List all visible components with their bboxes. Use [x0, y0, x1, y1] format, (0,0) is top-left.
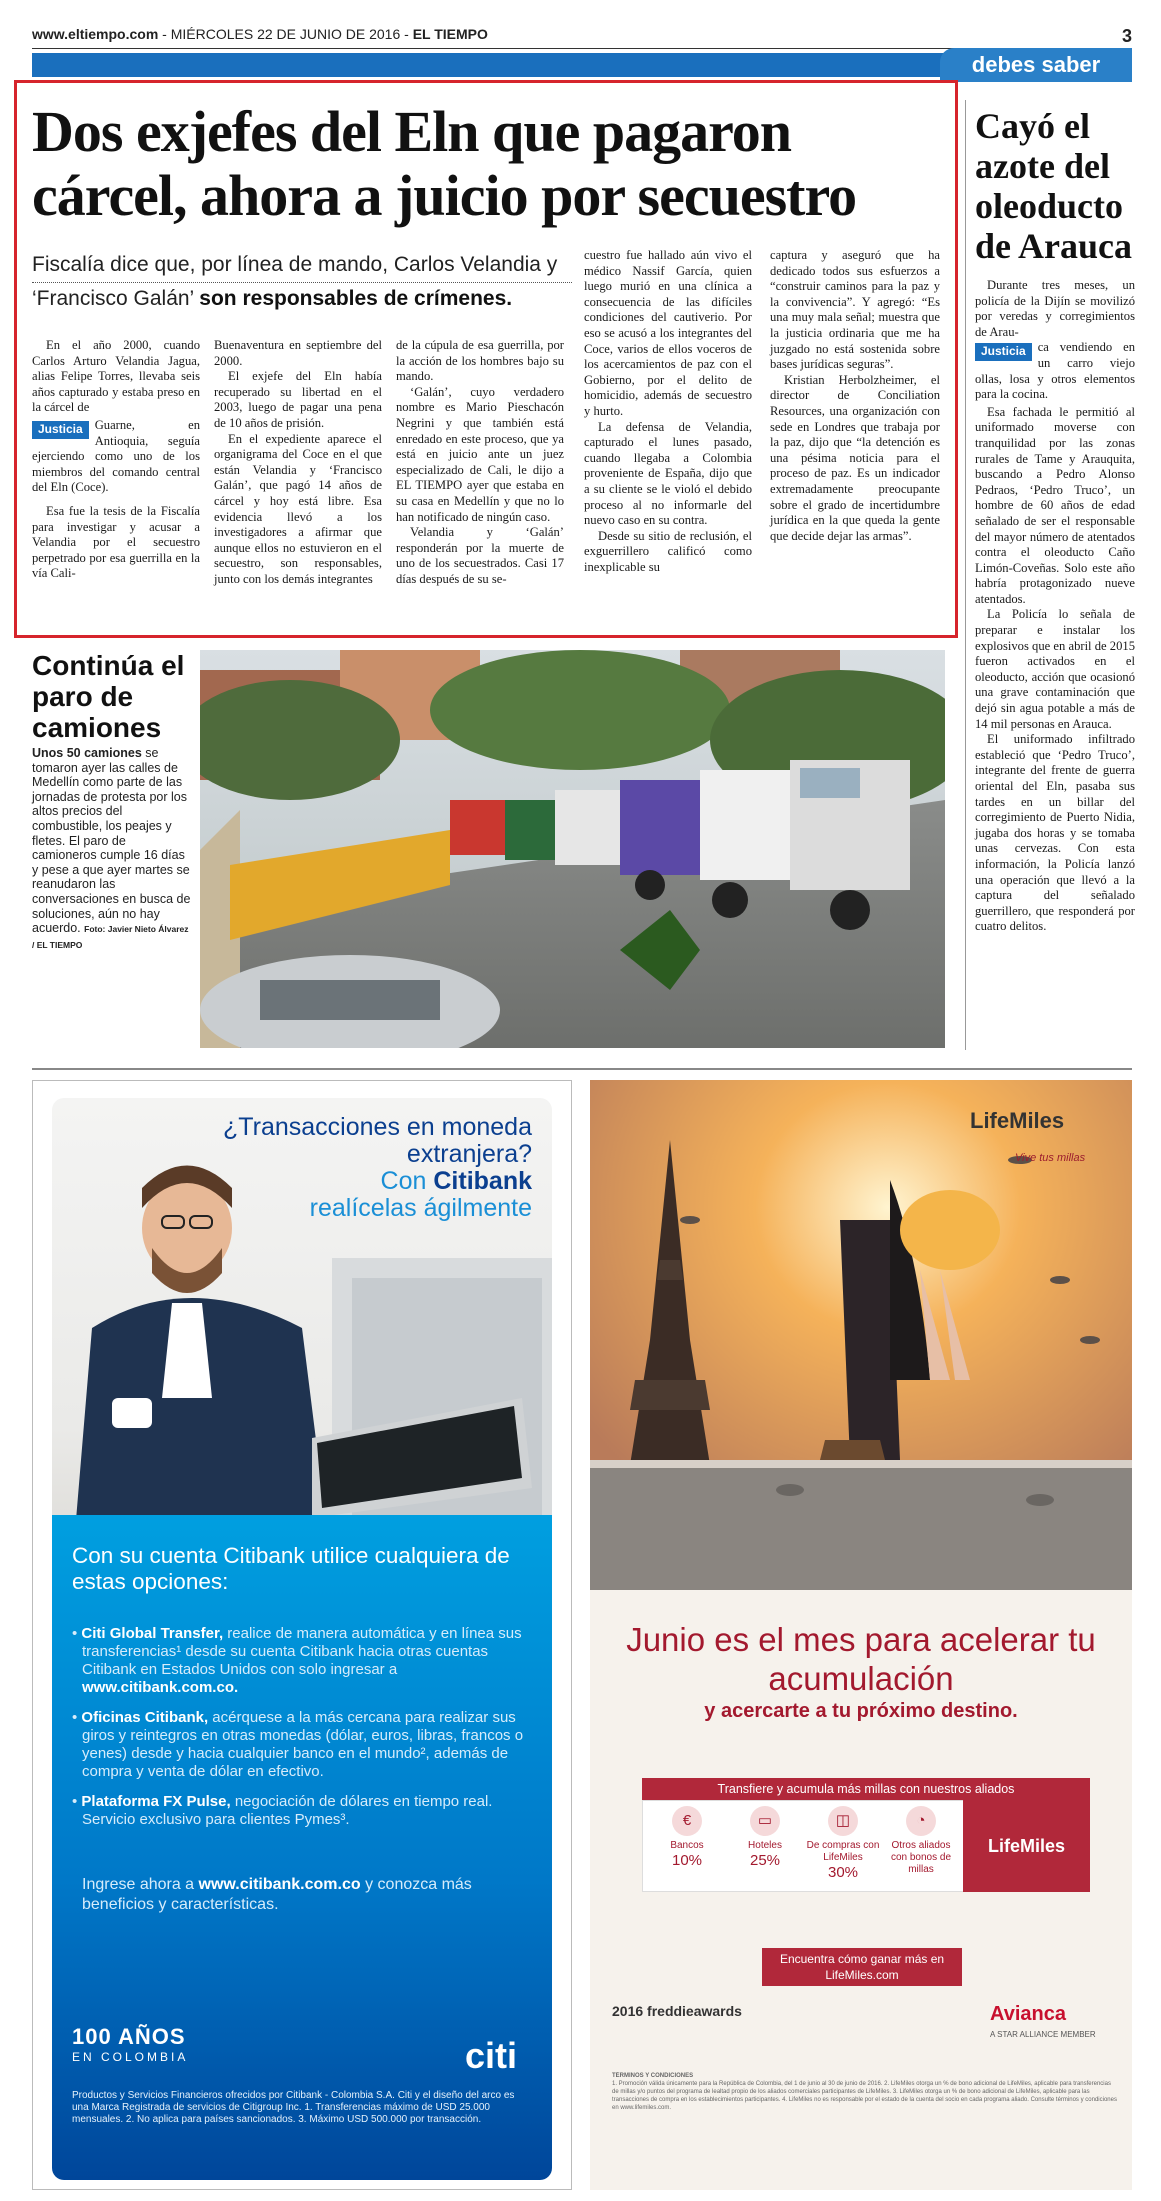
partner-others — [884, 1806, 958, 1876]
anniversary-country: EN COLOMBIA — [72, 2050, 189, 2064]
main-headline: Dos exjefes del Eln que pagaron cárcel, ahora a juicio por secuestro — [32, 99, 857, 228]
shopping-bag-icon: ◫ — [828, 1806, 858, 1836]
freddie-name: freddieawards — [647, 2003, 742, 2019]
option-title: Plataforma FX Pulse, — [81, 1793, 231, 1810]
partner-hotels — [728, 1806, 802, 1867]
lifemiles-partners-banner: Transfiere y acumula más millas con nuestros aliados — [642, 1778, 1090, 1800]
article-paragraph — [32, 338, 200, 416]
partner-percent: 25% — [749, 1852, 781, 1869]
lifemiles-card-logo: LifeMiles — [963, 1800, 1090, 1892]
citi-logo: citi — [465, 2035, 518, 2076]
citibank-tagline — [170, 1168, 532, 1222]
lifemiles-subhead: y acercarte a tu próximo destino. — [704, 1700, 1018, 1722]
partner-percent: 30% — [827, 1864, 859, 1881]
citibank-cta — [82, 1875, 532, 1915]
article-column-3 — [396, 338, 564, 588]
article-paragraph: de la cúpula de esa guerrilla, por la acción de los hombres bajo su mando. — [396, 338, 564, 384]
lifemiles-cta-button[interactable]: Encuentra cómo ganar más en LifeMiles.com — [762, 1948, 962, 1986]
article-paragraph: Buenaventura en septiembre del 2000. — [214, 338, 382, 368]
citibank-ad-body — [52, 1515, 552, 2180]
article-text: ca vendiendo en un carro viejo ollas, losa y otros elementos para la cocina. — [975, 340, 1135, 402]
cta-link[interactable]: www.citibank.com.co — [198, 1876, 361, 1893]
newspaper-name: EL TIEMPO — [412, 26, 488, 42]
column-rule — [965, 100, 966, 1050]
partner-label: Hoteles — [748, 1840, 782, 1851]
article-text: En el año 2000, cuando Carlos Arturo Velandia Jagua, alias Felipe Torres, llevaba seis años capturado y estaba preso en la cárcel de — [32, 338, 200, 415]
article-paragraph: Velandia y ‘Galán’ responderán por la muerte de uno de los secuestrados. Casi 17 días después de su se- — [396, 525, 564, 586]
partner-percent: 10% — [671, 1852, 703, 1869]
site-url[interactable]: www.eltiempo.com — [32, 26, 159, 42]
side-headline: Cayó el azote del oleoducto de Arauca — [975, 106, 1132, 266]
section-divider — [32, 1068, 1132, 1070]
lifemiles-terms — [612, 2072, 1117, 2180]
citibank-option: • Plataforma FX Pulse, negociación de dólares en tiempo real. Servicio exclusivo para clientes Pymes³. — [72, 1793, 493, 1828]
partner-label: De compras con LifeMiles — [806, 1840, 880, 1863]
citibank-options — [72, 1625, 537, 1841]
car-icon: ◔ — [906, 1806, 936, 1836]
avianca-logo: Avianca — [990, 2003, 1066, 2025]
article-column-2 — [214, 338, 382, 588]
dateline: MIÉRCOLES 22 DE JUNIO DE 2016 — [170, 26, 401, 42]
article-paragraph: El uniformado infiltrado estableció que ‘Pedro Truco’, integrante del frente de guerra oriental del Eln, pasaba sus tardes en un billar del corregimiento de Puerto Nidia, jugaba dos horas y se tomaba unas cervezas. Con esta información, la Policía lanzó una operación que llevó a la captura del señalado guerrillero, que responderá por cuatro delitos. — [975, 732, 1135, 934]
article-paragraph: El exjefe del Eln había recuperado su libertad en el 2003, luego de pagar una pena de 10 años de prisión. — [214, 369, 382, 430]
article-paragraph: La Policía lo señala de preparar e instalar los explosivos que en abril de 2015 fueron activados en el oleoducto, acción que ocasionó una grave contaminación que dejó sin agua potable a más de 14 mil personas en Arauca. — [975, 607, 1135, 731]
article-paragraph: cuestro fue hallado aún vivo el médico Nassif García, quien luego murió en una clínica a consecuencia de las difíciles condiciones del cautiverio. Por eso se acusó a los integrantes del Coce, varios de ellos voceros de los acercamientos de paz con el Gobierno, por el delito de homicidio, además de secuestro y hurto. — [584, 248, 752, 418]
article-paragraph: Esa fue la tesis de la Fiscalía para investigar y acusar a Velandia por el secuestro perpetrado por esa guerrilla en la vía Cali- — [32, 503, 200, 581]
article-paragraph: captura y aseguró que ha dedicado todos sus esfuerzos a “construir caminos para la paz y la convivencia”. Y agregó: “Es una muy mala señal; muestra que la justicia ordinaria que me ha juzgado no está sostenida sobre bases jurídicas seguras”. — [770, 248, 940, 372]
cta-text: y conozca más beneficios y características. — [82, 1876, 472, 1913]
bank-icon: € — [672, 1806, 702, 1836]
caption-text: se tomaron ayer las calles de Medellín como parte de las jornadas de protesta por los altos precios del combustible, los peajes y fletes. El paro de camioneros cumple 16 días y pese a que ayer martes se reanudaron las conversaciones en busca de soluciones, aún no hay acuerdo. — [32, 746, 191, 936]
header-separator: - — [404, 26, 413, 42]
photo-caption — [32, 746, 192, 952]
option-title: Citi Global Transfer, — [81, 1625, 224, 1642]
article-paragraph — [32, 418, 200, 496]
option-link[interactable]: www.citibank.com.co. — [82, 1679, 239, 1696]
citibank-con: Con — [380, 1167, 427, 1195]
citibank-legal: Productos y Servicios Financieros ofrecidos por Citibank - Colombia S.A. Citi y el diseño del arco es una Marca Registrada de servicios de Citigroup Inc. 1. Transferencias máximo de USD 25.000 mensuales. 2. No aplica para países sancionados. 3. Máximo USD 500.000 por transacción. — [72, 2090, 515, 2125]
truck-protest-photo — [200, 650, 945, 1048]
partner-shopping — [806, 1806, 880, 1879]
option-text: acérquese a la más cercana para realizar sus giros y reintegros en otras monedas (dólar, euros, libras, francos o yenes) desde y hacia cualquier banco en el mundo², además de compra y venta de dólar en efectivo. — [82, 1709, 524, 1780]
deck-bold-text: son responsables de crímenes. — [199, 287, 513, 310]
photo-credit: Foto: Javier Nieto Álvarez / EL TIEMPO — [32, 924, 189, 950]
article-paragraph: Durante tres meses, un policía de la Dijín se movilizó por veredas y corregimientos de Arau- — [975, 278, 1135, 339]
terms-text: 1. Promoción válida únicamente para la República de Colombia, del 1 de junio al 30 de junio de 2016. 2. LifeMiles otorga un % de bono adicional de LifeMiles, aplicable para transferencias de millas y/o puntos del programa de lealtad propio de los aliados comerciales participantes de LifeMiles. 3. LifeMiles otorga un % de bono adicional de LifeMiles, aplicable para las transacciones de compra en los establecimientos participantes. 4. LifeMiles no es responsable por el estado de la cuenta del socio en cada programa aliado. Consulte términos y condiciones en www.lifemiles.com. — [612, 2081, 1117, 2111]
partner-label: Bancos — [670, 1840, 704, 1851]
freddie-year: 2016 — [612, 2003, 644, 2019]
deck-rule — [32, 282, 572, 283]
caption-lead: Unos 50 camiones — [32, 746, 142, 760]
citibank-question: ¿Transacciones en moneda extranjera? — [223, 1113, 532, 1168]
lifemiles-slogan: Vive tus millas — [1015, 1152, 1086, 1164]
article-column-1 — [32, 338, 200, 582]
deck-text: Fiscalía dice que, por línea de mando, Carlos Velandia y ‘Francisco Galán’ — [32, 253, 558, 310]
article-paragraph: Esa fachada le permitió al uniformado moverse con tranquilidad por las zonas rurales de Tame y Arauquita, buscando a Pedro Alonso Pedraos, ‘Pedro Truco’, un hombre de 60 años de edad señalado de ser el responsable del mayor número de atentados contra el oleoducto Caño Limón-Coveñas. Solo este año habría protagonizado nueve atentados. — [975, 404, 1135, 606]
article-paragraph: Desde su sitio de reclusión, el exguerrillero calificó como inexplicable su — [584, 528, 752, 574]
citibank-heading: Con su cuenta Citibank utilice cualquiera de estas opciones: — [72, 1543, 510, 1594]
citibank-option: • Oficinas Citibank, acérquese a la más cercana para realizar sus giros y reintegros en otras monedas (dólar, euros, libras, francos o yenes) desde y hacia cualquier banco en el mundo², además de compra y venta de dólar en efectivo. — [72, 1709, 524, 1780]
article-paragraph: En el expediente aparece el organigrama del Coce en el que están Velandia y ‘Francisco Galán’, que pagó 14 años de cárcel y hoy está libre. Esa evidencia llevó a los investigadores a afirmar que aunque ellos no estuvieron en el secuestro, son responsables, junto con los demás integrantes — [214, 431, 382, 586]
article-text: Guarne, en Antioquia, seguía ejerciendo como uno de los miembros del comando central del Eln (Coce). — [32, 417, 200, 495]
section-tag: Justicia — [975, 343, 1032, 361]
photo-headline: Continúa el paro de camiones — [32, 650, 185, 743]
article-column-4 — [584, 248, 752, 575]
partner-banks — [650, 1806, 724, 1867]
freddie-awards-logo — [612, 2003, 742, 2019]
page-number: 3 — [1121, 26, 1132, 46]
anniversary-years: 100 AÑOS — [72, 2024, 186, 2049]
star-alliance-note: A STAR ALLIANCE MEMBER — [990, 2030, 1096, 2039]
section-tag: Justicia — [32, 421, 89, 439]
section-tab: debes saber — [940, 48, 1132, 82]
lifemiles-headline: Junio es el mes para acelerar tu acumulación — [626, 1621, 1096, 1697]
cta-text: Ingrese ahora a — [82, 1876, 195, 1893]
article-column-5 — [770, 248, 940, 544]
article-paragraph: La defensa de Velandia, capturado el lunes pasado, cuando llegaba a Colombia proveniente de España, dijo que a su cliente se le violó el debido proceso al no informarle del nuevo caso en su contra. — [584, 419, 752, 528]
article-paragraph: Kristian Herbolzheimer, el director de Conciliation Resources, una organización con sede en Londres que trabaja por la paz, dijo que “la detención es una pésima noticia para el proceso de paz. Es un indicador extremadamente preocupante sobre el grado de incertidumbre jurídica en la que queda la gente que decide dejar las armas”. — [770, 372, 940, 543]
article-paragraph — [975, 340, 1135, 402]
lifemiles-logo: LifeMiles — [970, 1108, 1065, 1133]
option-title: Oficinas Citibank, — [81, 1709, 209, 1726]
citibank-tagline-text: realícelas ágilmente — [309, 1194, 532, 1222]
header-separator: - — [162, 26, 171, 42]
citibank-option: • Citi Global Transfer, realice de manera automática y en línea sus transferencias¹ desde su cuenta Citibank hacia otras cuentas Citibank en Estados Unidos con solo ingresar a www.citibank.com.co. — [72, 1625, 522, 1696]
terms-title: TÉRMINOS Y CONDICIONES — [612, 2073, 694, 2079]
article-paragraph: ‘Galán’, cuyo verdadero nombre es Mario Pieschacón Negrini y que también está enredado en este proceso, que ya está en juicio ante un juez especializado de Cali, le dijo a EL TIEMPO ayer que estaba en su casa en Medellín y que no lo han notificado de ningún caso. — [396, 384, 564, 524]
hotel-bed-icon: ▭ — [750, 1806, 780, 1836]
partner-label: Otros aliados con bonos de millas — [890, 1840, 952, 1875]
option-text: negociación de dólares en tiempo real. Servicio exclusivo para clientes Pymes³. — [82, 1793, 493, 1828]
option-text: realice de manera automática y en línea sus transferencias¹ desde su cuenta Citibank hacia otras cuentas Citibank en Estados Unidos con solo ingresar a — [82, 1625, 522, 1678]
citibank-anniversary — [72, 2024, 188, 2064]
side-article — [975, 278, 1135, 935]
citibank-brand: Citibank — [433, 1167, 532, 1195]
truck-photo-image — [200, 650, 945, 1048]
page-header — [32, 26, 1132, 48]
